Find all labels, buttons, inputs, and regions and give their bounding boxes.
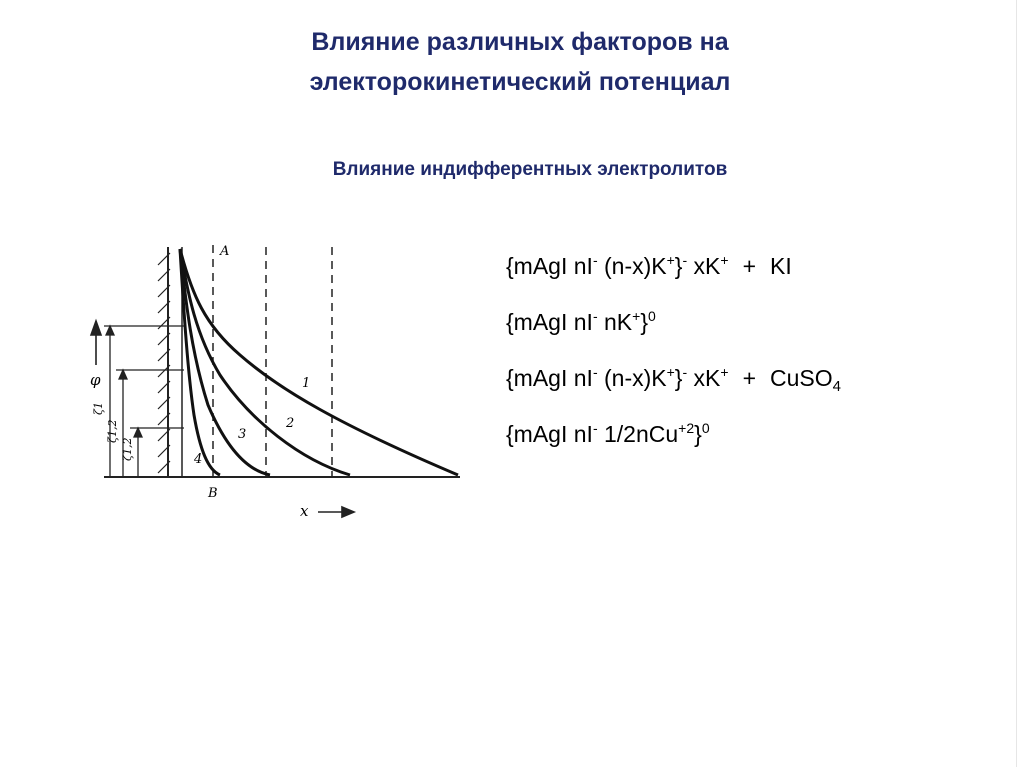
formula-superscript: + [666,252,675,268]
formula-superscript: + [720,364,729,380]
zeta-label-1: ζ1 [92,402,105,415]
formula-ki-result [506,294,1006,350]
formula-ki [506,238,1006,294]
formula-superscript: - [682,252,688,268]
zeta-label-3: ζ1,2 [121,437,134,461]
micelle-formulas [506,238,1006,462]
formula-reagent: CuSO [770,365,833,391]
x-axis-arrow [318,507,354,517]
slide-title [180,22,860,102]
formula-superscript: - [682,364,688,380]
slide-edge [1016,0,1017,767]
formula-text: nK [597,309,633,335]
formula-superscript: +2 [678,420,695,436]
wall-hatching [158,247,170,477]
formula-text: {mAgI nI [506,421,593,447]
formula-superscript: 0 [701,420,710,436]
formula-plus: + [742,253,757,279]
zeta-label-2: ζ1,2 [106,419,119,443]
curve-3 [180,249,270,475]
formula-text: } [640,309,649,335]
curve-label-2: 2 [286,416,295,431]
zeta-level-lines [104,326,184,428]
formula-superscript: + [720,252,729,268]
curve-2 [180,249,350,475]
formula-superscript: - [592,420,598,436]
formula-text: } [674,365,683,391]
diagram-svg [80,225,480,525]
phi-axis-label: φ [90,371,101,389]
phi-axis-arrow [91,321,101,365]
formula-plus: + [742,365,757,391]
formula-text: (n-x)K [597,365,667,391]
curve-label-1: 1 [302,376,311,391]
formula-superscript: 0 [648,308,656,324]
curve-label-3: 3 [238,427,247,442]
formula-subscript: 4 [832,378,841,395]
formula-superscript: + [632,308,641,324]
formula-cuso4 [506,350,1006,406]
formula-reagent: KI [770,253,792,279]
point-a-label: A [220,244,230,259]
slide-title-line-2: электорокинетический потенциал [309,68,731,96]
formula-superscript: - [592,252,598,268]
curve-label-4: 4 [194,452,203,467]
slide-subtitle: Влияние индифферентных электролитов [332,159,728,180]
formula-superscript: - [592,364,598,380]
dashed-boundaries [213,245,332,477]
formula-text: (n-x)K [597,253,667,279]
formula-text: {mAgI nI [506,309,593,335]
formula-text: } [694,421,702,447]
formula-cuso4-result [506,406,1006,462]
formula-superscript: + [666,364,675,380]
potential-curves [180,249,458,475]
formula-text: } [674,253,683,279]
double-layer-diagram [80,225,480,525]
x-axis-label: x [300,502,309,520]
curve-1 [180,249,458,475]
formula-text: 1/2nCu [597,421,679,447]
formula-text: {mAgI nI [506,253,593,279]
formula-superscript: - [592,308,598,324]
point-b-label: B [208,486,218,501]
formula-text: {mAgI nI [506,365,593,391]
slide-title-line-1: Влияние различных факторов на [311,28,729,56]
formula-text: xK [687,253,721,279]
formula-text: xK [687,365,721,391]
